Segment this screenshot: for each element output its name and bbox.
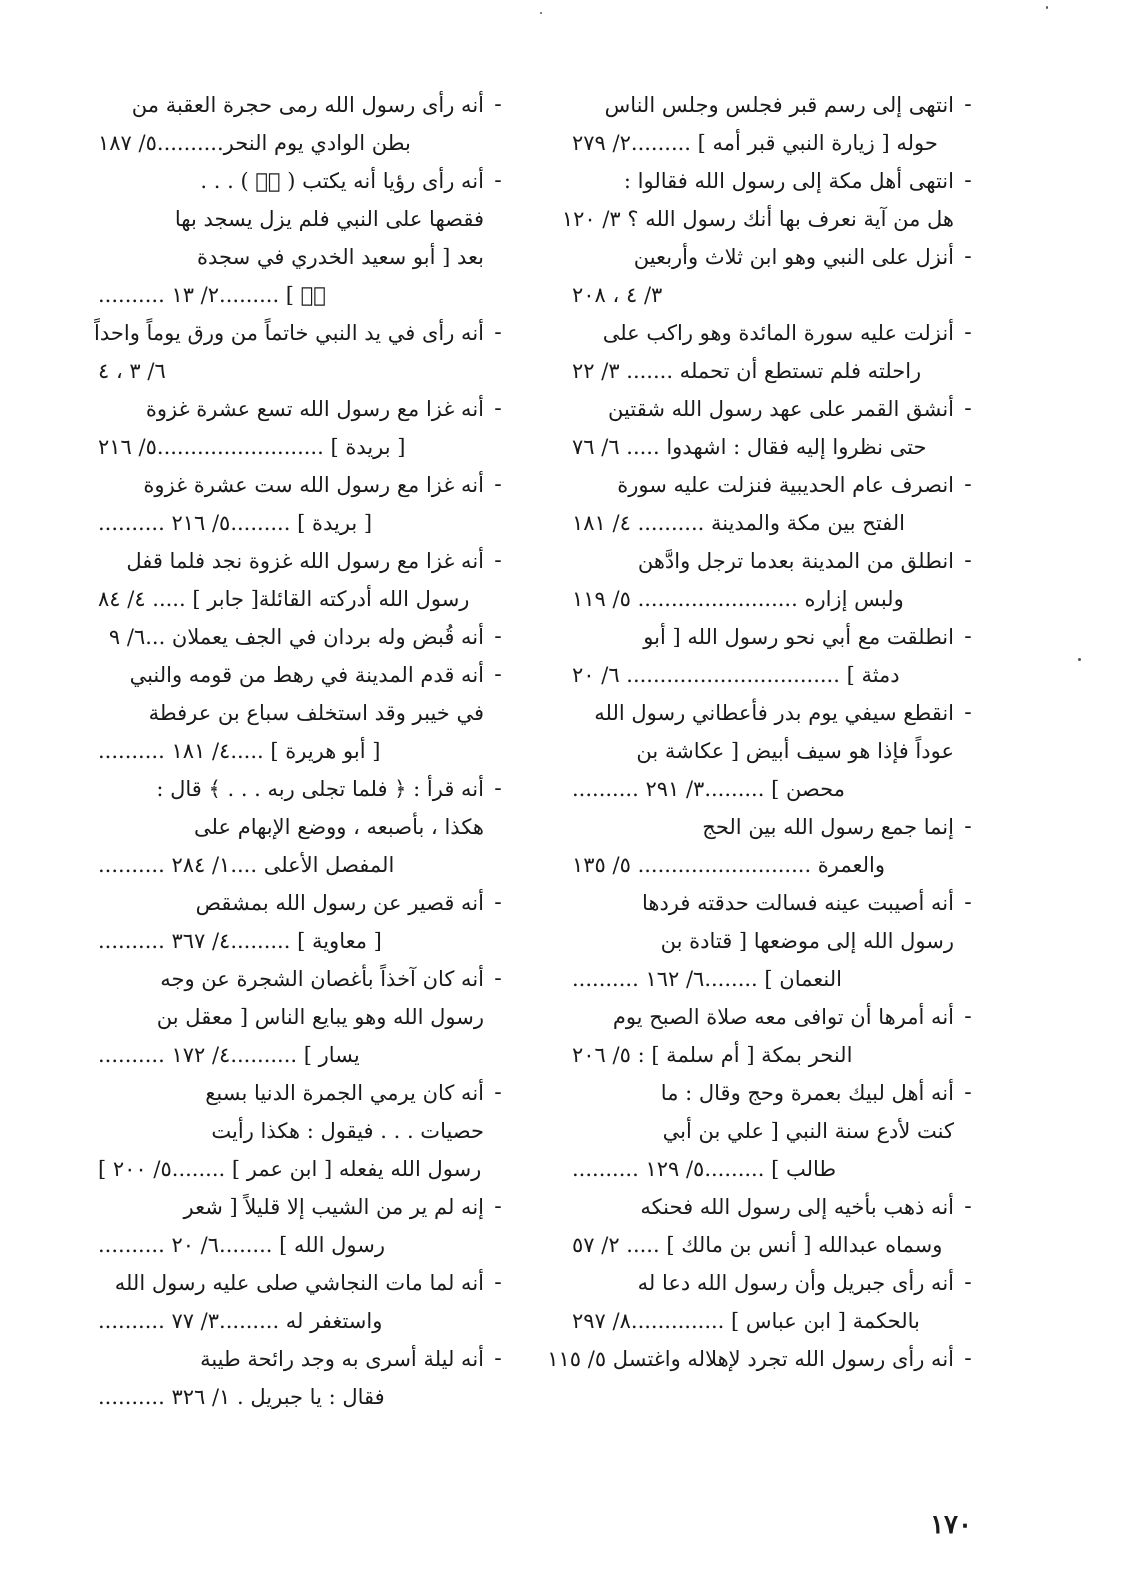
entry-dash: -: [494, 1346, 502, 1371]
entry-dash: -: [964, 1194, 972, 1219]
entry-text-line: بعد [ أبو سعيد الخدري في سجدة: [197, 245, 484, 269]
scan-speck: [1078, 658, 1081, 661]
entry-dash: -: [964, 92, 972, 117]
entry-text-line: في خيبر وقد استخلف سباع بن عرفطة: [148, 701, 484, 725]
entry-text-line: إنه لم ير من الشيب إلا قليلاً [ شعر: [183, 1195, 484, 1219]
entry-text-line: أنه ذهب بأخيه إلى رسول الله فحنكه: [640, 1195, 954, 1219]
entry-dash: -: [964, 472, 972, 497]
entry-dash: -: [964, 624, 972, 649]
entry-dash: -: [494, 662, 502, 687]
entry-text-line: أنه أمرها أن توافى معه صلاة الصبح يوم: [612, 1005, 954, 1029]
entry-text-line: حصيات . . . فيقول : هكذا رأيت: [211, 1119, 484, 1143]
entry-dash: -: [494, 320, 502, 345]
entry-reference-line: النعمان ] ........٦/ ١٦٢ ..........: [572, 967, 842, 991]
entry-reference-line: رسول الله ] ........٦/ ٢٠ ..........: [98, 1233, 385, 1257]
index-entry: [98, 1340, 510, 1416]
index-entry: [98, 1188, 510, 1264]
scan-speck: [540, 12, 542, 14]
index-entry: [98, 542, 510, 618]
entry-reference-line: [ معاوية ] .........٤/ ٣٦٧ ..........: [98, 929, 382, 953]
entry-dash: -: [964, 1080, 972, 1105]
entry-dash: -: [964, 814, 972, 839]
index-entry: [572, 238, 980, 314]
entry-reference-line: هل من آية نعرف بها أنك رسول الله ؟ ٣/ ١٢٠: [561, 207, 954, 231]
entry-text-line: أنه قدم المدينة في رهط من قومه والنبي: [129, 663, 484, 687]
index-entry: [572, 694, 980, 808]
index-entry: [98, 884, 510, 960]
entry-reference-line: بالحكمة [ ابن عباس ] ..............٨/ ٢٩٧: [572, 1309, 920, 1333]
entry-dash: -: [964, 1346, 972, 1371]
entry-text-line: أنه لما مات النجاشي صلى عليه رسول الله: [114, 1271, 484, 1295]
entry-text-line: أنه غزا مع رسول الله تسع عشرة غزوة: [145, 397, 484, 421]
entry-dash: -: [494, 1194, 502, 1219]
index-entry: [561, 162, 980, 238]
index-entry: [572, 1264, 980, 1340]
entry-reference-line: فقال : يا جبريل . ١/ ٣٢٦ ..........: [98, 1385, 385, 1409]
index-entry: [572, 466, 980, 542]
entry-reference-line: راحلته فلم تستطع أن تحمله ....... ٣/ ٢٢: [572, 359, 922, 383]
entry-dash: -: [494, 472, 502, 497]
index-entry: [572, 998, 980, 1074]
index-entry: [98, 656, 510, 770]
index-entry: [572, 314, 980, 390]
entry-text-line: أنه قرأ : ﴿ فلما تجلى ربه . . . ﴾ قال :: [156, 777, 484, 801]
index-entry: [572, 86, 980, 162]
entry-dash: -: [494, 1270, 502, 1295]
entry-text-line: انتهى أهل مكة إلى رسول الله فقالوا :: [623, 169, 954, 193]
entry-text-line: أنه كان آخذاً بأغصان الشجرة عن وجه: [160, 967, 484, 991]
entry-reference-line: ٦/ ٣ ، ٤: [98, 359, 166, 383]
entry-dash: -: [964, 396, 972, 421]
entry-text-line: انتهى إلى رسم قبر فجلس وجلس الناس: [604, 93, 954, 117]
index-entry: [572, 884, 980, 998]
entry-dash: -: [494, 92, 502, 117]
entry-text-line: أنه قصير عن رسول الله بمشقص: [195, 891, 484, 915]
entry-reference-line: بطن الوادي يوم النحر..........٥/ ١٨٧: [98, 131, 411, 155]
entry-text-line: انصرف عام الحديبية فنزلت عليه سورة: [617, 473, 954, 497]
entry-dash: -: [494, 776, 502, 801]
entry-text-line: انقطع سيفي يوم بدر فأعطاني رسول الله: [594, 701, 954, 725]
index-entry: [572, 1188, 980, 1264]
entry-reference-line: [ بريدة ] .........٥/ ٢١٦ ..........: [98, 511, 373, 535]
entry-dash: -: [964, 548, 972, 573]
entry-dash: -: [964, 320, 972, 345]
entry-dash: -: [494, 966, 502, 991]
entry-reference-line: [ بريدة ] .........................٥/ ٢١٦: [98, 435, 406, 459]
entry-reference-line: حوله [ زيارة النبي قبر أمه ] .........٢/ ٢٧٩: [572, 131, 938, 155]
entry-dash: -: [964, 700, 972, 725]
entry-dash: -: [494, 1080, 502, 1105]
page-number: ١٧٠: [930, 1510, 972, 1540]
entry-text-line: أنه غزا مع رسول الله ست عشرة غزوة: [143, 473, 484, 497]
entry-text-line: أنه قُبض وله بردان في الجف يعملان ...٦/ ٩: [108, 625, 484, 649]
entry-text-line: إنما جمع رسول الله بين الحج: [702, 815, 954, 839]
entry-reference-line: واستغفر له .........٣/ ٧٧ ..........: [98, 1309, 383, 1333]
index-entry: [98, 1074, 510, 1188]
entry-reference-line: حتى نظروا إليه فقال : اشهدوا ..... ٦/ ٧٦: [572, 435, 927, 459]
left-column: [94, 86, 510, 1416]
index-entry: [94, 314, 510, 390]
entry-text-line: هكذا ، بأصبعه ، ووضع الإبهام على: [194, 815, 484, 839]
entry-text-line: رسول الله إلى موضعها [ قتادة بن: [660, 929, 954, 953]
index-entry: [98, 162, 510, 314]
entry-reference-line: صۤ ] .........٢/ ١٣ ..........: [98, 283, 326, 307]
entry-dash: -: [964, 890, 972, 915]
entry-text-line: أنه رأى رسول الله تجرد لإهلاله واغتسل ٥/ ١١٥: [547, 1347, 954, 1371]
index-entry: [572, 808, 980, 884]
entry-text-line: أنزل على النبي وهو ابن ثلاث وأربعين: [633, 245, 954, 269]
index-entry: [572, 542, 980, 618]
entry-text-line: أنه ليلة أسرى به وجد رائحة طيبة: [200, 1347, 484, 1371]
entry-text-line: أنه أصيبت عينه فسالت حدقته فردها: [641, 891, 954, 915]
index-entry: [98, 1264, 510, 1340]
entry-reference-line: رسول الله أدركته القائلة[ جابر ] ..... ٤/ ٨٤: [98, 587, 470, 611]
entry-text-line: أنه أهل لبيك بعمرة وحج وقال : ما: [660, 1081, 954, 1105]
entry-reference-line: دمثة ] ................................ ٦/ ٢٠: [572, 663, 900, 687]
scan-speck: [1046, 6, 1048, 9]
entry-reference-line: ولبس إزاره ........................ ٥/ ١١٩: [572, 587, 904, 611]
entry-text-line: أنه كان يرمي الجمرة الدنيا بسبع: [205, 1081, 484, 1105]
entry-text-line: انطلق من المدينة بعدما ترجل وادَّهن: [637, 549, 954, 573]
entry-reference-line: طالب ] .........٥/ ١٢٩ ..........: [572, 1157, 837, 1181]
entry-text-line: رسول الله وهو يبايع الناس [ معقل بن: [156, 1005, 484, 1029]
entry-reference-line: وسماه عبدالله [ أنس بن مالك ] ..... ٢/ ٥٧: [572, 1233, 943, 1257]
entry-text-line: أنه غزا مع رسول الله غزوة نجد فلما قفل: [126, 549, 484, 573]
entry-reference-line: المفصل الأعلى ....١/ ٢٨٤ ..........: [98, 853, 395, 877]
index-entry: [572, 618, 980, 694]
entry-reference-line: الفتح بين مكة والمدينة .......... ٤/ ١٨١: [572, 511, 906, 535]
entry-dash: -: [494, 624, 502, 649]
entry-reference-line: والعمرة .......................... ٥/ ١٣٥: [572, 853, 886, 877]
entry-text-line: أنشق القمر على عهد رسول الله شقتين: [608, 397, 954, 421]
index-entry: [98, 86, 510, 162]
entry-dash: -: [494, 168, 502, 193]
entry-dash: -: [964, 168, 972, 193]
entry-text-line: أنه رأى رسول الله رمى حجرة العقبة من: [131, 93, 484, 117]
entry-dash: -: [494, 396, 502, 421]
entry-dash: -: [494, 548, 502, 573]
entry-text-line: فقصها على النبي فلم يزل يسجد بها: [174, 207, 484, 231]
entry-dash: -: [494, 890, 502, 915]
entry-reference-line: محصن ] .........٣/ ٢٩١ ..........: [572, 777, 845, 801]
entry-reference-line: ٣/ ٤ ، ٢٠٨: [572, 283, 663, 307]
entry-text-line: عوداً فإذا هو سيف أبيض [ عكاشة بن: [636, 739, 954, 763]
index-entry: [547, 1340, 980, 1378]
entry-text-line: أنه رأى جبريل وأن رسول الله دعا له: [637, 1271, 954, 1295]
entry-text-line: أنه رأى رؤيا أنه يكتب ( صۤ ) . . .: [200, 169, 484, 193]
index-entry: [98, 770, 510, 884]
entry-reference-line: رسول الله يفعله [ ابن عمر ] ........٥/ ٢٠٠ ]: [98, 1157, 482, 1181]
right-column: [547, 86, 980, 1378]
entry-text-line: أنه رأى في يد النبي خاتماً من ورق يوماً واحداً: [94, 321, 484, 345]
entry-dash: -: [964, 244, 972, 269]
index-entry: [572, 1074, 980, 1188]
index-entry: [98, 618, 510, 656]
index-entry: [572, 390, 980, 466]
entry-dash: -: [964, 1004, 972, 1029]
entry-text-line: كنت لأدع سنة النبي [ علي بن أبي: [662, 1119, 954, 1143]
index-entry: [98, 960, 510, 1074]
entry-text-line: أنزلت عليه سورة المائدة وهو راكب على: [602, 321, 954, 345]
entry-reference-line: يسار ] ..........٤/ ١٧٢ ..........: [98, 1043, 360, 1067]
entry-reference-line: النحر بمكة [ أم سلمة ] : ٥/ ٢٠٦: [572, 1043, 853, 1067]
entry-reference-line: [ أبو هريرة ] .....٤/ ١٨١ ..........: [98, 739, 381, 763]
index-entry: [98, 466, 510, 542]
index-entry: [98, 390, 510, 466]
entry-dash: -: [964, 1270, 972, 1295]
entry-text-line: انطلقت مع أبي نحو رسول الله [ أبو: [643, 625, 954, 649]
